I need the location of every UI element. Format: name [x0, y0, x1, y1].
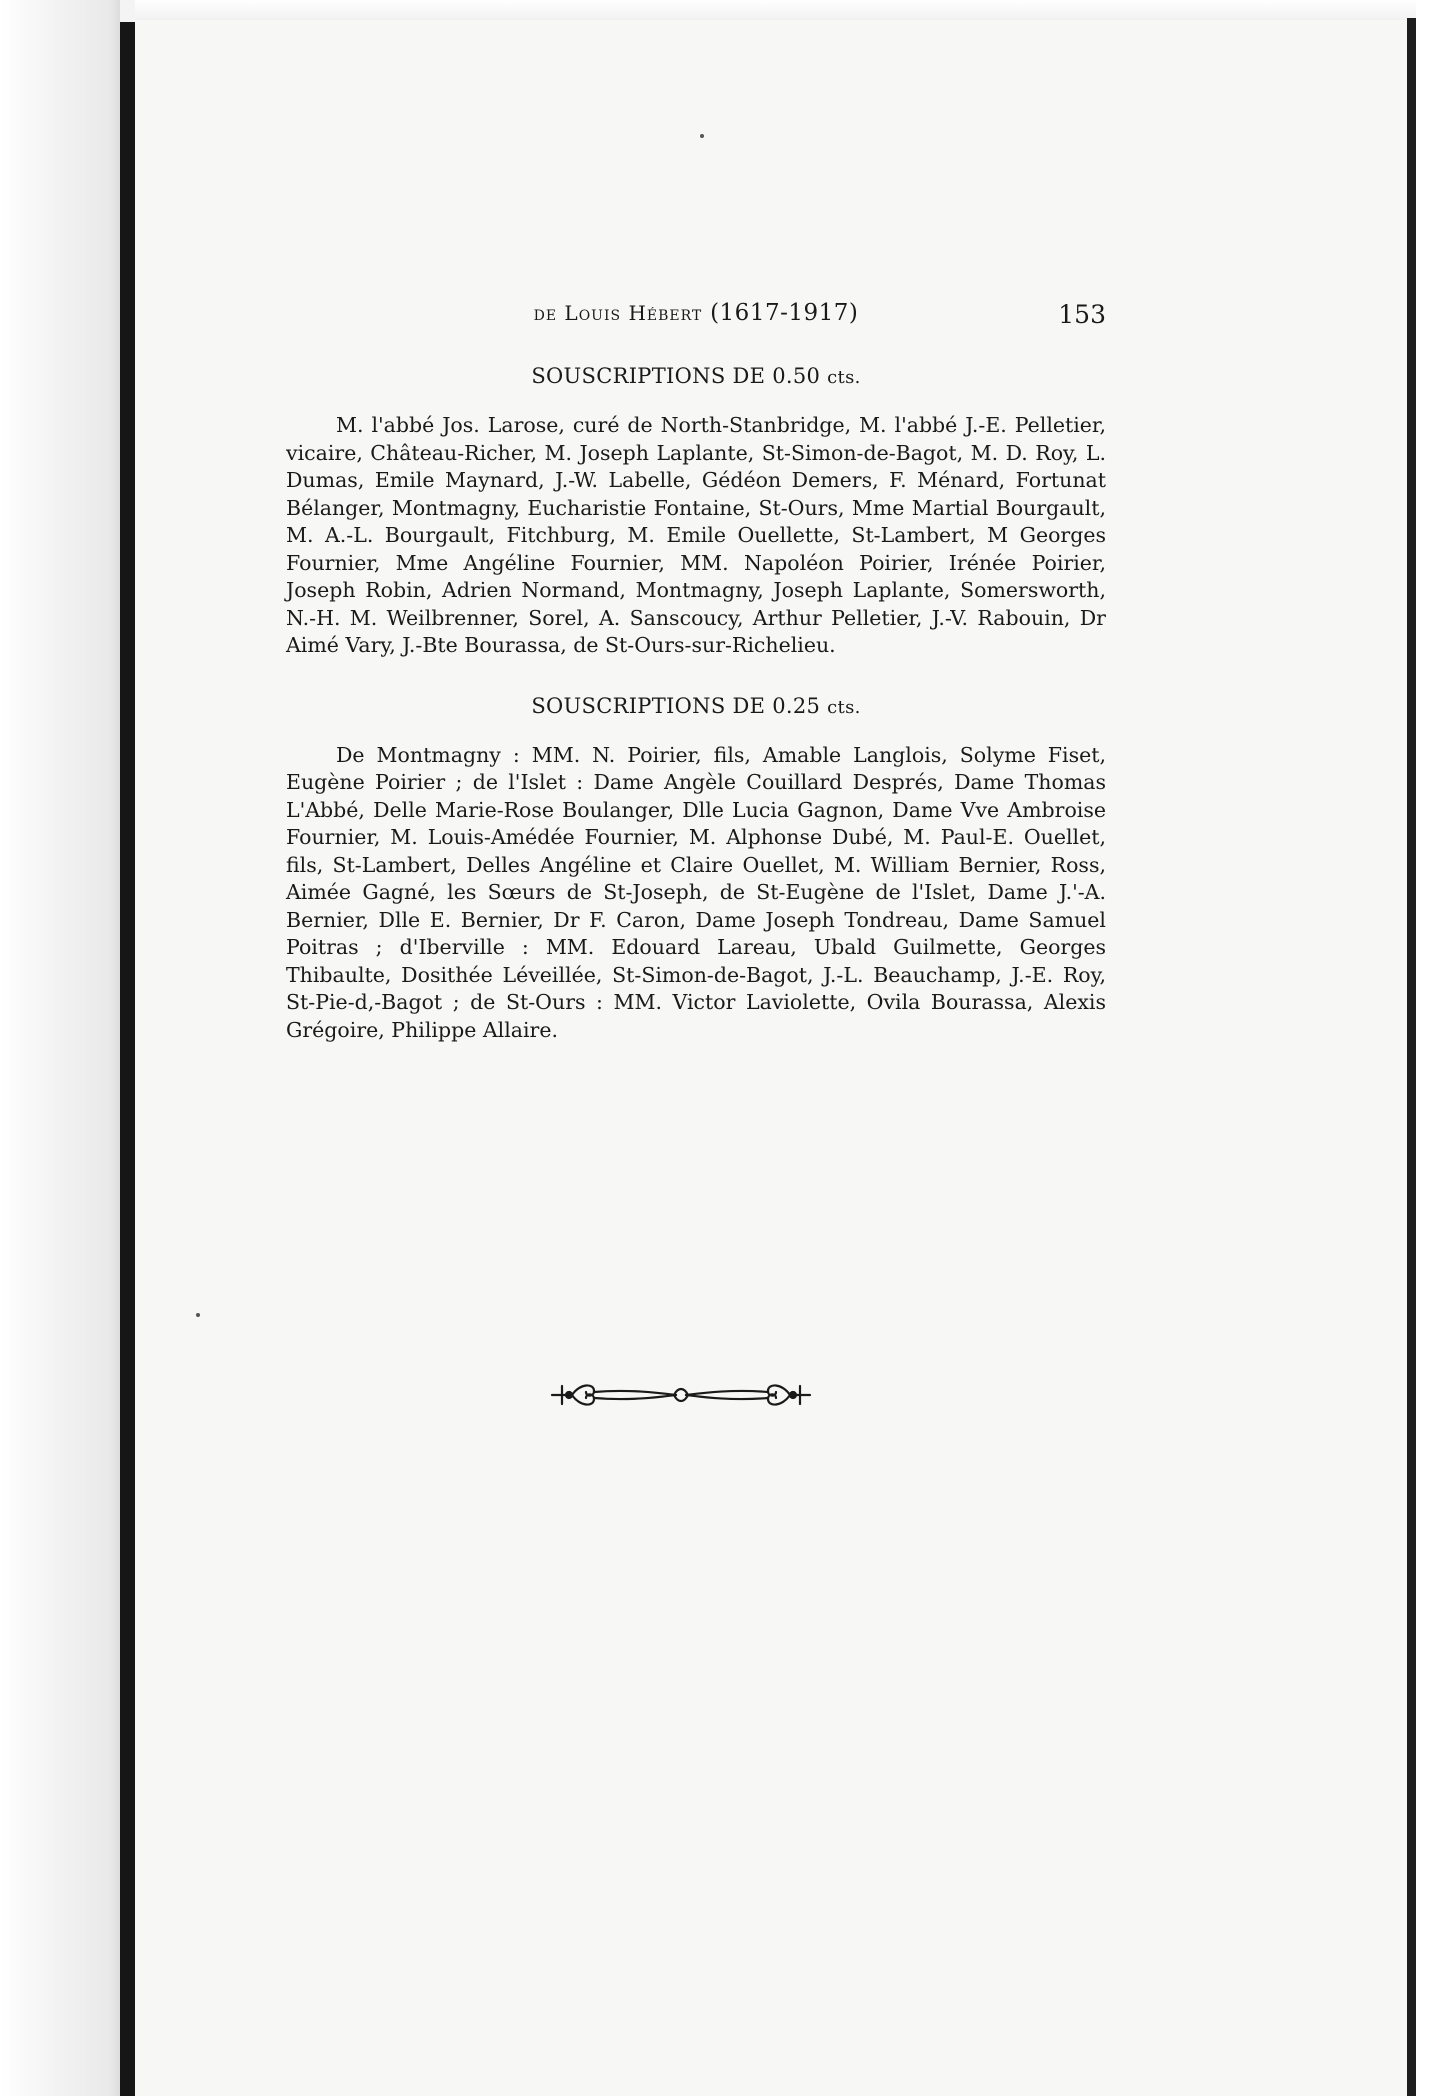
running-title-years: (1617-1917): [710, 300, 859, 326]
binding-gutter-line: [120, 22, 135, 2096]
running-title-name: de Louis Hébert: [533, 301, 703, 325]
scan-speck: [700, 134, 704, 138]
adjacent-page-edge: [0, 0, 120, 2096]
running-head: [286, 300, 1106, 344]
section-heading-unit: cts.: [827, 367, 861, 388]
subscribers-paragraph-050: M. l'abbé Jos. Larose, curé de North-Stanbridge, M. l'abbé J.-E. Pelletier, vicaire, Château-Richer, M. Joseph Laplante, St-Simon-de-Bagot, M. D. Roy, L. Dumas, Emile Maynard, J.-W. Labelle, Gédéon Demers, F. Ménard, Fortunat Bélanger, Montmagny, Eucharistie Fontaine, St-Ours, Mme Martial Bourgault, M. A.-L. Bourgault, Fitchburg, M. Emile Ouellette, St-Lambert, M Georges Fournier, Mme Angéline Fournier, MM. Napoléon Poirier, Irénée Poirier, Joseph Robin, Adrien Normand, Montmagny, Joseph Laplante, Somersworth, N.-H. M. Weilbrenner, Sorel, A. Sanscoucy, Arthur Pelletier, J.-V. Rabouin, Dr Aimé Vary, J.-Bte Bourassa, de St-Ours-sur-Richelieu.: [286, 413, 1106, 657]
section-heading-050: [286, 364, 1106, 388]
scan-speck: [196, 1313, 200, 1317]
page-top-shade: [135, 0, 1440, 22]
section-heading-text: SOUSCRIPTIONS DE 0.50: [531, 364, 821, 388]
page-right-edge: [1407, 18, 1416, 2096]
scan-right-margin: [1416, 0, 1440, 2096]
running-title: [286, 300, 1106, 326]
scroll-flourish-divider-icon: [550, 1375, 812, 1415]
page-number: 153: [1058, 300, 1106, 329]
page-text-block: [286, 300, 1106, 1044]
section-heading-text: SOUSCRIPTIONS DE 0.25: [531, 693, 821, 718]
section-heading-unit: cts.: [827, 696, 861, 718]
section-heading-025: [286, 694, 1106, 718]
subscribers-paragraph-025: De Montmagny : MM. N. Poirier, fils, Amable Langlois, Solyme Fiset, Eugène Poirier ; de l'Islet : Dame Angèle Couillard Després, Dame Thomas L'Abbé, Delle Marie-Rose Boulanger, Dlle Lucia Gagnon, Dame Vve Ambroise Fournier, M. Louis-Amédée Fournier, M. Alphonse Dubé, M. Paul-E. Ouellet, fils, St-Lambert, Delles Angéline et Claire Ouellet, M. William Bernier, Ross, Aimée Gagné, les Sœurs de St-Joseph, de St-Eugène de l'Islet, Dame J.'-A. Bernier, Dlle E. Bernier, Dr F. Caron, Dame Joseph Tondreau, Dame Samuel Poitras ; d'Iberville : MM. Edouard Lareau, Ubald Guilmette, Georges Thibaulte, Dosithée Léveillée, St-Simon-de-Bagot, J.-L. Beauchamp, J.-E. Roy, St-Pie-d,-Bagot ; de St-Ours : MM. Victor Laviolette, Ovila Bourassa, Alexis Grégoire, Philippe Allaire.: [286, 742, 1106, 1042]
